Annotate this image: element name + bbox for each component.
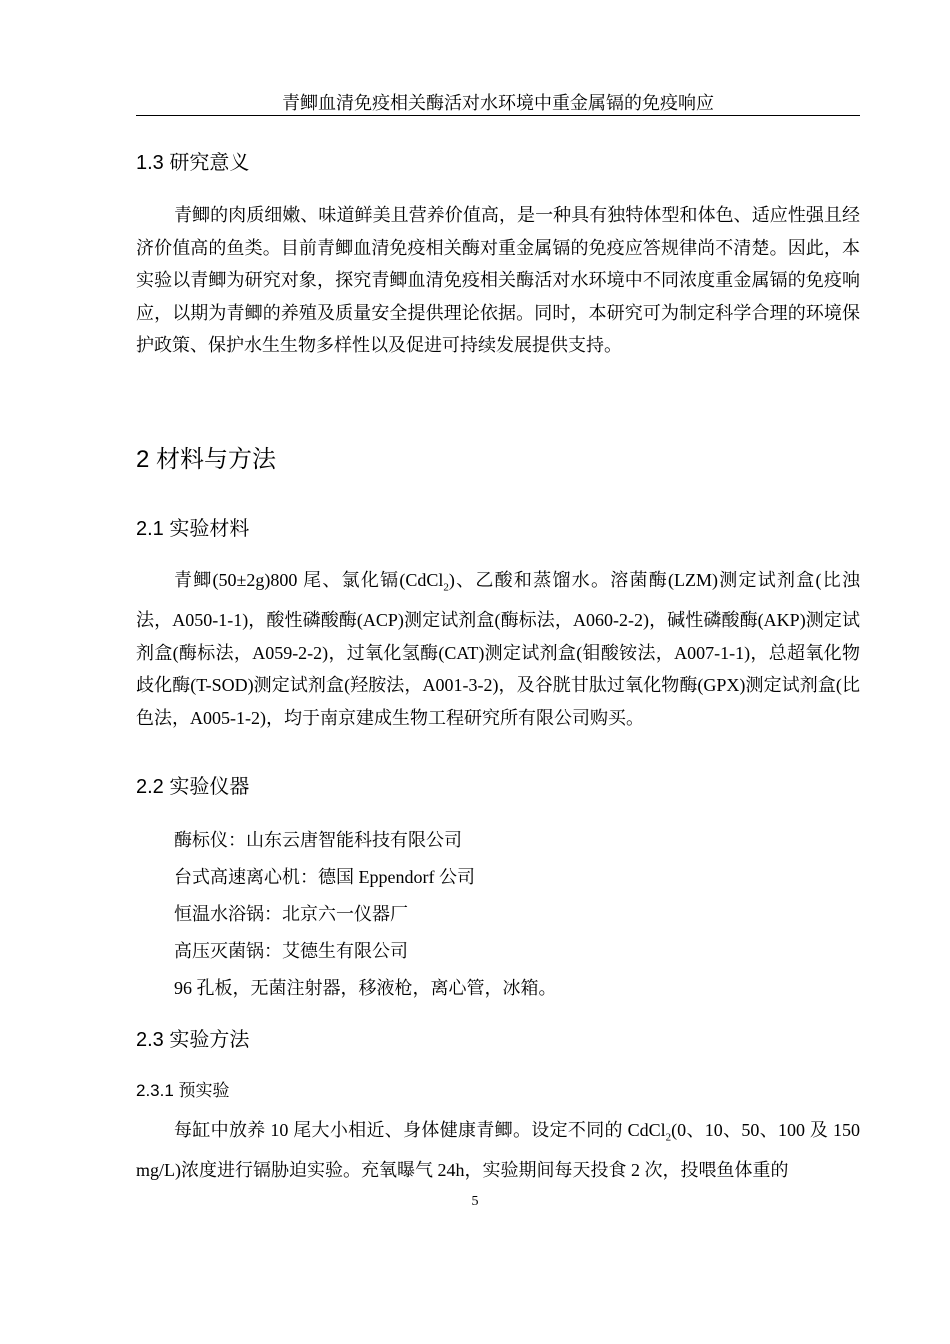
materials-subscript: 2: [443, 581, 449, 594]
header-rule: [136, 115, 860, 116]
pre-experiment-subscript: 2: [665, 1131, 672, 1144]
materials-text-b: )、乙酸和蒸馏水。溶菌酶(LZM)测定试剂盒(比浊法，A050-1-1)，酸性磷酸酶(ACP)测定试剂盒(酶标法，A060-2-2)，碱性磷酸酶(AKP)测定试剂盒(酶标法，A059-2-2)，过氧化氢酶(CAT)测定试剂盒(钼酸铵法，A007-1-1)，总超氧化物歧化酶(T-SOD)测定试剂盒(羟胺法，A001-3-2)，及谷胱甘肽过氧化物酶(GPX)测定试剂盒(比色法，A005-1-2)，均于南京建成生物工程研究所有限公司购买。: [136, 570, 860, 728]
list-item: 台式高速离心机：德国 Eppendorf 公司: [174, 867, 475, 887]
list-item: 恒温水浴锅：北京六一仪器厂: [174, 904, 408, 924]
list-item: 高压灭菌锅：艾德生有限公司: [174, 941, 408, 961]
pre-experiment-text-a: 每缸中放养 10 尾大小相近、身体健康青鲫。设定不同的 CdCl: [174, 1120, 666, 1140]
page-number: 5: [471, 1194, 479, 1209]
instrument-list: [136, 822, 860, 1007]
running-header: 青鲫血清免疫相关酶活对水环境中重金属镉的免疫响应: [282, 93, 714, 113]
section-heading-2: 2 材料与方法: [136, 446, 277, 473]
section-heading-2-3-1: 2.3.1 预实验: [136, 1081, 230, 1100]
paragraph-research-significance: 青鲫的肉质细嫩、味道鲜美且营养价值高，是一种具有独特体型和体色、适应性强且经济价值高的鱼类。目前青鲫血清免疫相关酶对重金属镉的免疫应答规律尚不清楚。因此，本实验以青鲫为研究对象，探究青鲫血清免疫相关酶活对水环境中不同浓度重金属镉的免疫响应，以期为青鲫的养殖及质量安全提供理论依据。同时，本研究可为制定科学合理的环境保护政策、保护水生生物多样性以及促进可持续发展提供支持。: [136, 205, 860, 355]
section-heading-1-3: 1.3 研究意义: [136, 152, 250, 174]
section-heading-2-1: 2.1 实验材料: [136, 518, 250, 540]
list-item: 96 孔板，无菌注射器，移液枪，离心管，冰箱。: [174, 978, 557, 998]
paragraph-pre-experiment: [136, 1114, 860, 1187]
paragraph-materials: [136, 564, 860, 734]
materials-text-a: 青鲫(50±2g)800 尾、氯化镉(CdCl: [174, 570, 444, 590]
pre-experiment-text-b: (0、10、50、100 及 150mg/L)浓度进行镉胁迫实验。充氧曝气 24h，实验期间每天投食 2 次，投喂鱼体重的: [136, 1120, 860, 1181]
list-item: 酶标仪：山东云唐智能科技有限公司: [174, 830, 462, 850]
section-heading-2-2: 2.2 实验仪器: [136, 776, 250, 798]
section-heading-2-3: 2.3 实验方法: [136, 1029, 250, 1051]
